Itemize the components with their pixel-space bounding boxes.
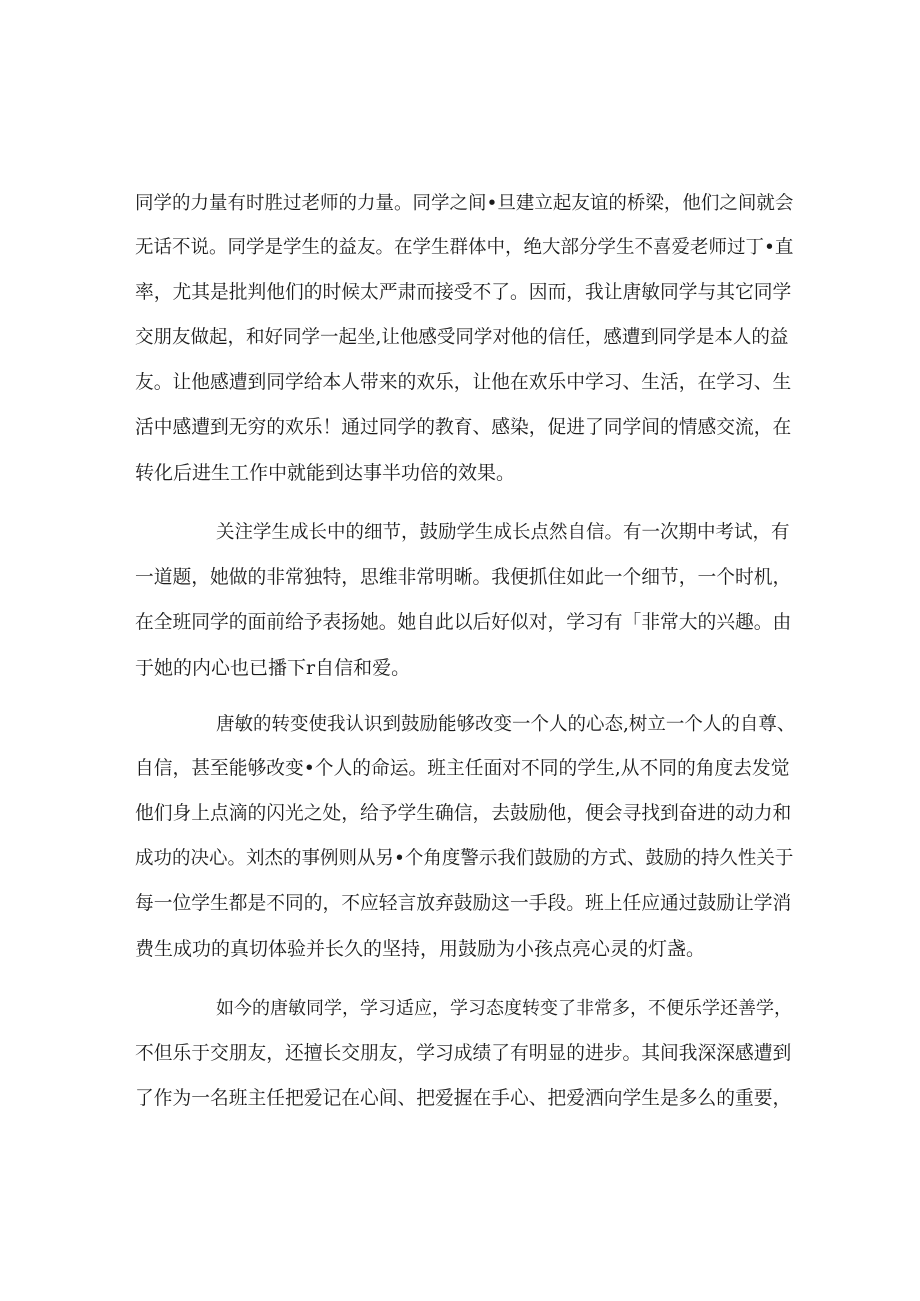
text-line: 率，尤其是批判他们的时候太严肃而接受不了。因而，我让唐敏同学与其它同学 (135, 282, 792, 303)
text-line: 在全班同学的面前给予表扬她。她自此以后好似对，学习有「非常大的兴趣。由 (135, 612, 792, 633)
text-line: 活中感遭到无穷的欢乐！通过同学的教育、感染，促进了同学间的情感交流，在 (135, 417, 792, 438)
text-line: 无话不说。同学是学生的益友。在学生群体中，绝大部分学生不喜爱老师过丁•直 (135, 237, 794, 258)
text-line: 成功的决心。刘杰的事例则从另•个角度警示我们鼓励的方式、鼓励的持久性关于 (135, 848, 794, 869)
text-line: 一道题，她做的非常独特，思维非常明晰。我便抓住如此一个细节，一个时机， (135, 567, 792, 588)
text-line: 同学的力量有时胜过老师的力量。同学之间•旦建立起友谊的桥梁，他们之间就会 (135, 193, 794, 214)
text-line: 唐敏的转变使我认识到鼓励能够改变一个人的心态,树立一个人的自尊、 (216, 714, 796, 735)
text-line: 每一位学生都是不同的，不应轻言放弃鼓励这一手段。班上任应通过鼓励让学消 (135, 893, 792, 914)
text-line: 如今的唐敏同学，学习适应，学习态度转变了非常多，不便乐学还善学， (216, 998, 792, 1019)
text-line: 于她的内心也已播下r自信和爱。 (135, 657, 411, 679)
text-line: 友。让他感遭到同学给本人带来的欢乐，让他在欢乐中学习、生活，在学习、生 (135, 372, 792, 393)
text-line: 转化后进生工作中就能到达事半功倍的效果。 (135, 462, 516, 484)
text-line: 了作为一名班主任把爱记在心间、把爱握在手心、把爱洒向学生是多么的重要， (135, 1088, 792, 1109)
text-line: 费生成功的真切体验并长久的坚持，用鼓励为小孩点亮心灵的灯盏。 (135, 938, 706, 960)
text-line: 他们身上点滴的闪光之处，给予学生确信，去鼓励他，便会寻找到奋进的动力和 (135, 803, 792, 824)
text-line: 自信，甚至能够改变•个人的命运。班主任面对不同的学生,从不同的角度去发觉 (135, 758, 790, 779)
text-line: 不但乐于交朋友，还擅长交朋友，学习成绩了有明显的进步。其间我深深感遭到 (135, 1043, 792, 1064)
text-line: 关注学生成长中的细节，鼓励学生成长点然自信。有一次期中考试，有 (216, 522, 790, 543)
text-line: 交朋友做起，和好同学一起坐,让他感受同学对他的信任，感遭到同学是本人的益 (135, 327, 789, 348)
